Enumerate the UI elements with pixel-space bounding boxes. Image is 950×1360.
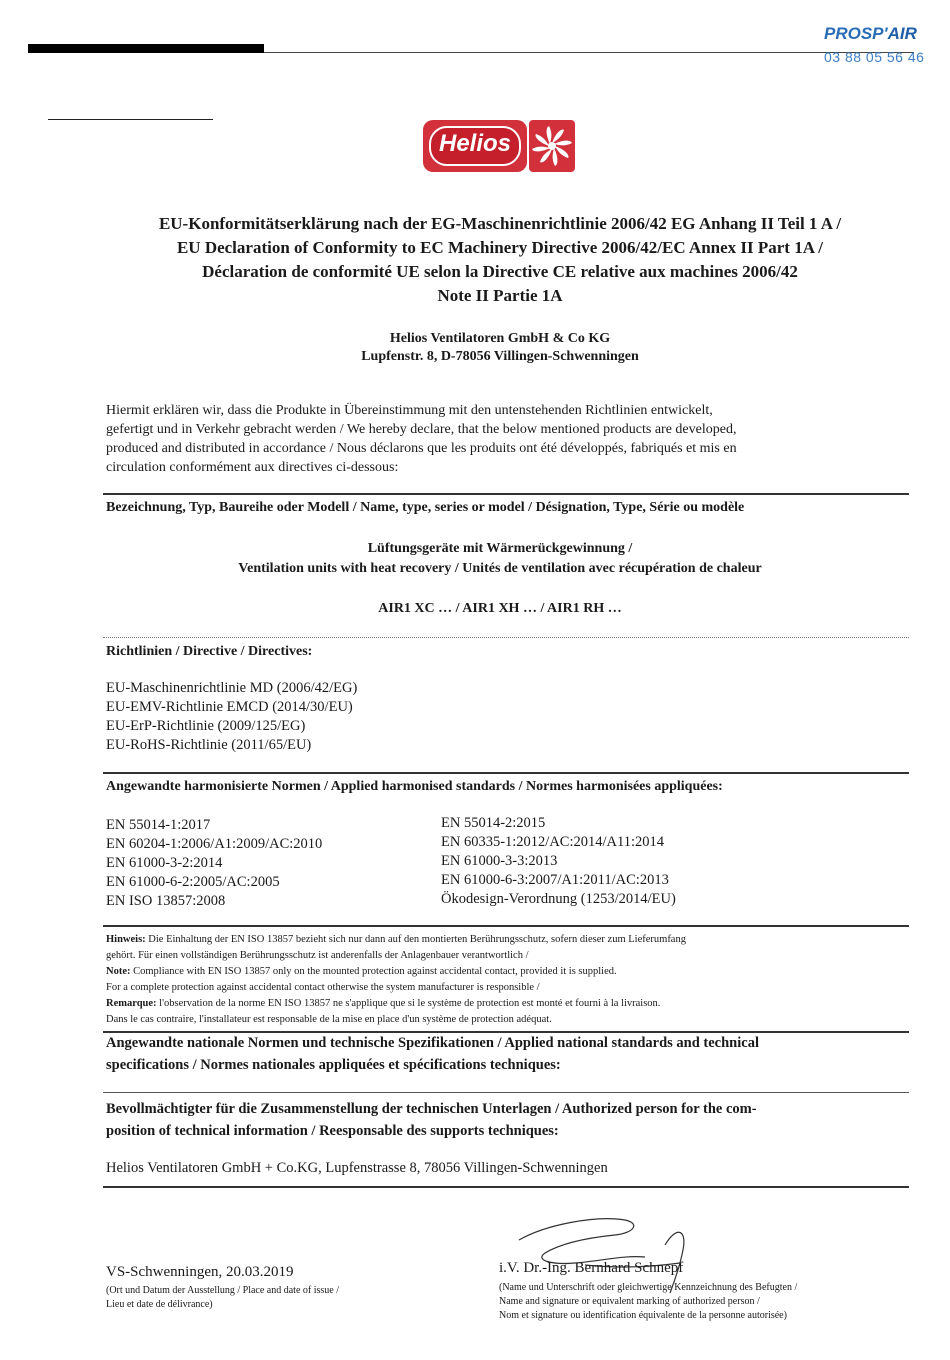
standards-right-list [441, 814, 676, 909]
divider [103, 493, 909, 495]
signer-caption [499, 1281, 797, 1323]
prospair-logo [824, 24, 917, 44]
national-standards-label: Angewandte nationale Normen und technische Spezifikationen / Applied national standards and technical [106, 1035, 759, 1051]
authorized-person-label: Bevollmächtigter für die Zusammenstellung der technischen Unterlagen / Authorized person for the com- [106, 1101, 757, 1117]
caption-line: Name and signature or equivalent marking of authorized person / [499, 1296, 760, 1307]
standard-item: EN 61000-6-2:2005/AC:2005 [106, 874, 280, 890]
left-underline [48, 119, 213, 120]
intro-line: circulation conformément aux directives ci-dessous: [106, 460, 399, 475]
title-de: EU-Konformitätserklärung nach der EG-Maschinenrichtlinie 2006/42 EG Anhang II Teil 1 A / [158, 214, 842, 233]
header-rule [264, 52, 914, 53]
helios-wordmark: Helios [438, 130, 512, 157]
divider [103, 637, 909, 638]
company-address: Lupfenstr. 8, D-78056 Villingen-Schwenningen [361, 349, 639, 364]
product-description-de: Lüftungsgeräte mit Wärmerückgewinnung / [367, 541, 633, 556]
designation-label: Bezeichnung, Typ, Baureihe oder Modell / Name, type, series or model / Désignation, Type, Série ou modèle [106, 500, 745, 515]
caption-line: (Name und Unterschrift oder gleichwertige Kennzeichnung des Befugten / [499, 1282, 798, 1293]
authorized-person-name: Helios Ventilatoren GmbH + Co.KG, Lupfenstrasse 8, 78056 Villingen-Schwenningen [106, 1160, 608, 1176]
divider [103, 925, 909, 927]
intro-line: gefertigt und in Verkehr gebracht werden / We hereby declare, that the below mentioned products are developed, [106, 422, 737, 437]
authorized-person-label-2: position of technical information / Reesponsable des supports techniques: [106, 1123, 559, 1139]
hinweis-label: Hinweis: [106, 934, 146, 945]
note-line: Dans le cas contraire, l'installateur est responsable de la mise en place d'un système de protection adéquat. [106, 1014, 552, 1025]
intro-paragraph [106, 401, 896, 477]
notes-block [106, 932, 896, 1028]
directive-item: EU-RoHS-Richtlinie (2011/65/EU) [106, 737, 312, 753]
standard-item: EN 61000-6-3:2007/A1:2011/AC:2013 [441, 872, 669, 888]
standard-item: EN 60204-1:2006/A1:2009/AC:2010 [106, 836, 323, 852]
note-line [106, 932, 896, 948]
intro-line: Hiermit erklären wir, dass die Produkte in Übereinstimmung mit den untenstehenden Richtlinien entwickelt, [106, 403, 713, 418]
signer-name: i.V. Dr.-Ing. Bernhard Schnepf [499, 1260, 684, 1276]
divider [103, 772, 909, 774]
directive-item: EU-EMV-Richtlinie EMCD (2014/30/EU) [106, 699, 353, 715]
brand-phone: 03 88 05 56 46 [824, 49, 925, 65]
directive-item: EU-ErP-Richtlinie (2009/125/EG) [106, 718, 306, 734]
caption-line: Lieu et date de délivrance) [106, 1299, 213, 1310]
standards-left-list [106, 816, 322, 911]
place-date: VS-Schwenningen, 20.03.2019 [106, 1264, 294, 1280]
directive-item: EU-Maschinenrichtlinie MD (2006/42/EG) [106, 680, 358, 696]
fan-icon [529, 120, 575, 172]
divider [103, 1092, 909, 1093]
brand-prefix: PROSP' [824, 24, 888, 43]
caption-line: (Ort und Datum der Ausstellung / Place and date of issue / [106, 1285, 340, 1296]
divider [103, 1186, 909, 1188]
intro-line: produced and distributed in accordance / Nous déclarons que les produits ont été développés, fabriqués et mis en [106, 441, 737, 456]
title-fr-note: Note II Partie 1A [437, 286, 563, 305]
standard-item: EN 61000-3-2:2014 [106, 855, 223, 871]
directives-label: Richtlinien / Directive / Directives: [106, 644, 313, 659]
standard-item: EN 60335-1:2012/AC:2014/A11:2014 [441, 834, 665, 850]
standard-item: Ökodesign-Verordnung (1253/2014/EU) [441, 891, 676, 907]
product-models: AIR1 XC … / AIR1 XH … / AIR1 RH … [378, 601, 622, 616]
divider [103, 1031, 909, 1033]
title-en: EU Declaration of Conformity to EC Machinery Directive 2006/42/EC Annex II Part 1A / [176, 238, 824, 257]
standard-item: EN 55014-2:2015 [441, 815, 546, 831]
remarque-text: l'observation de la norme EN ISO 13857 ne s'applique que si le système de protection est monté et fourni à la livraison. [159, 998, 661, 1009]
hinweis-text: Die Einhaltung der EN ISO 13857 bezieht sich nur dann auf den montierten Berührungsschutz, sofern dieser zum Lieferumfang [148, 934, 686, 945]
company-name: Helios Ventilatoren GmbH & Co KG [389, 331, 611, 346]
standards-label: Angewandte harmonisierte Normen / Applied harmonised standards / Normes harmonisées appliquées: [106, 779, 723, 794]
national-standards-label-2: specifications / Normes nationales appliquées et spécifications techniques: [106, 1057, 561, 1073]
caption-line: Nom et signature ou identification équivalente de la personne autorisée) [499, 1310, 787, 1321]
directives-list [106, 679, 357, 755]
note-text: Compliance with EN ISO 13857 only on the mounted protection against accidental contact, provided it is supplied. [133, 966, 617, 977]
helios-logo [423, 120, 575, 172]
standard-item: EN 55014-1:2017 [106, 817, 211, 833]
note-line: gehört. Für einen vollständigen Berührungsschutz ist anderenfalls der Anlagenbauer verantwortlich / [106, 950, 529, 961]
product-description-en-fr: Ventilation units with heat recovery / Unités de ventilation avec récupération de chaleur [238, 561, 762, 576]
note-line [106, 964, 896, 980]
brand-suffix: AIR [887, 24, 917, 43]
note-line: For a complete protection against accidental contact otherwise the system manufacturer is responsible / [106, 982, 540, 993]
standard-item: EN 61000-3-3:2013 [441, 853, 558, 869]
note-line [106, 996, 896, 1012]
standard-item: EN ISO 13857:2008 [106, 893, 226, 909]
place-date-caption [106, 1284, 339, 1312]
helios-badge [423, 120, 527, 172]
remarque-label: Remarque: [106, 998, 157, 1009]
title-fr: Déclaration de conformité UE selon la Directive CE relative aux machines 2006/42 [202, 262, 798, 281]
header-bar [28, 44, 264, 53]
note-label: Note: [106, 966, 131, 977]
